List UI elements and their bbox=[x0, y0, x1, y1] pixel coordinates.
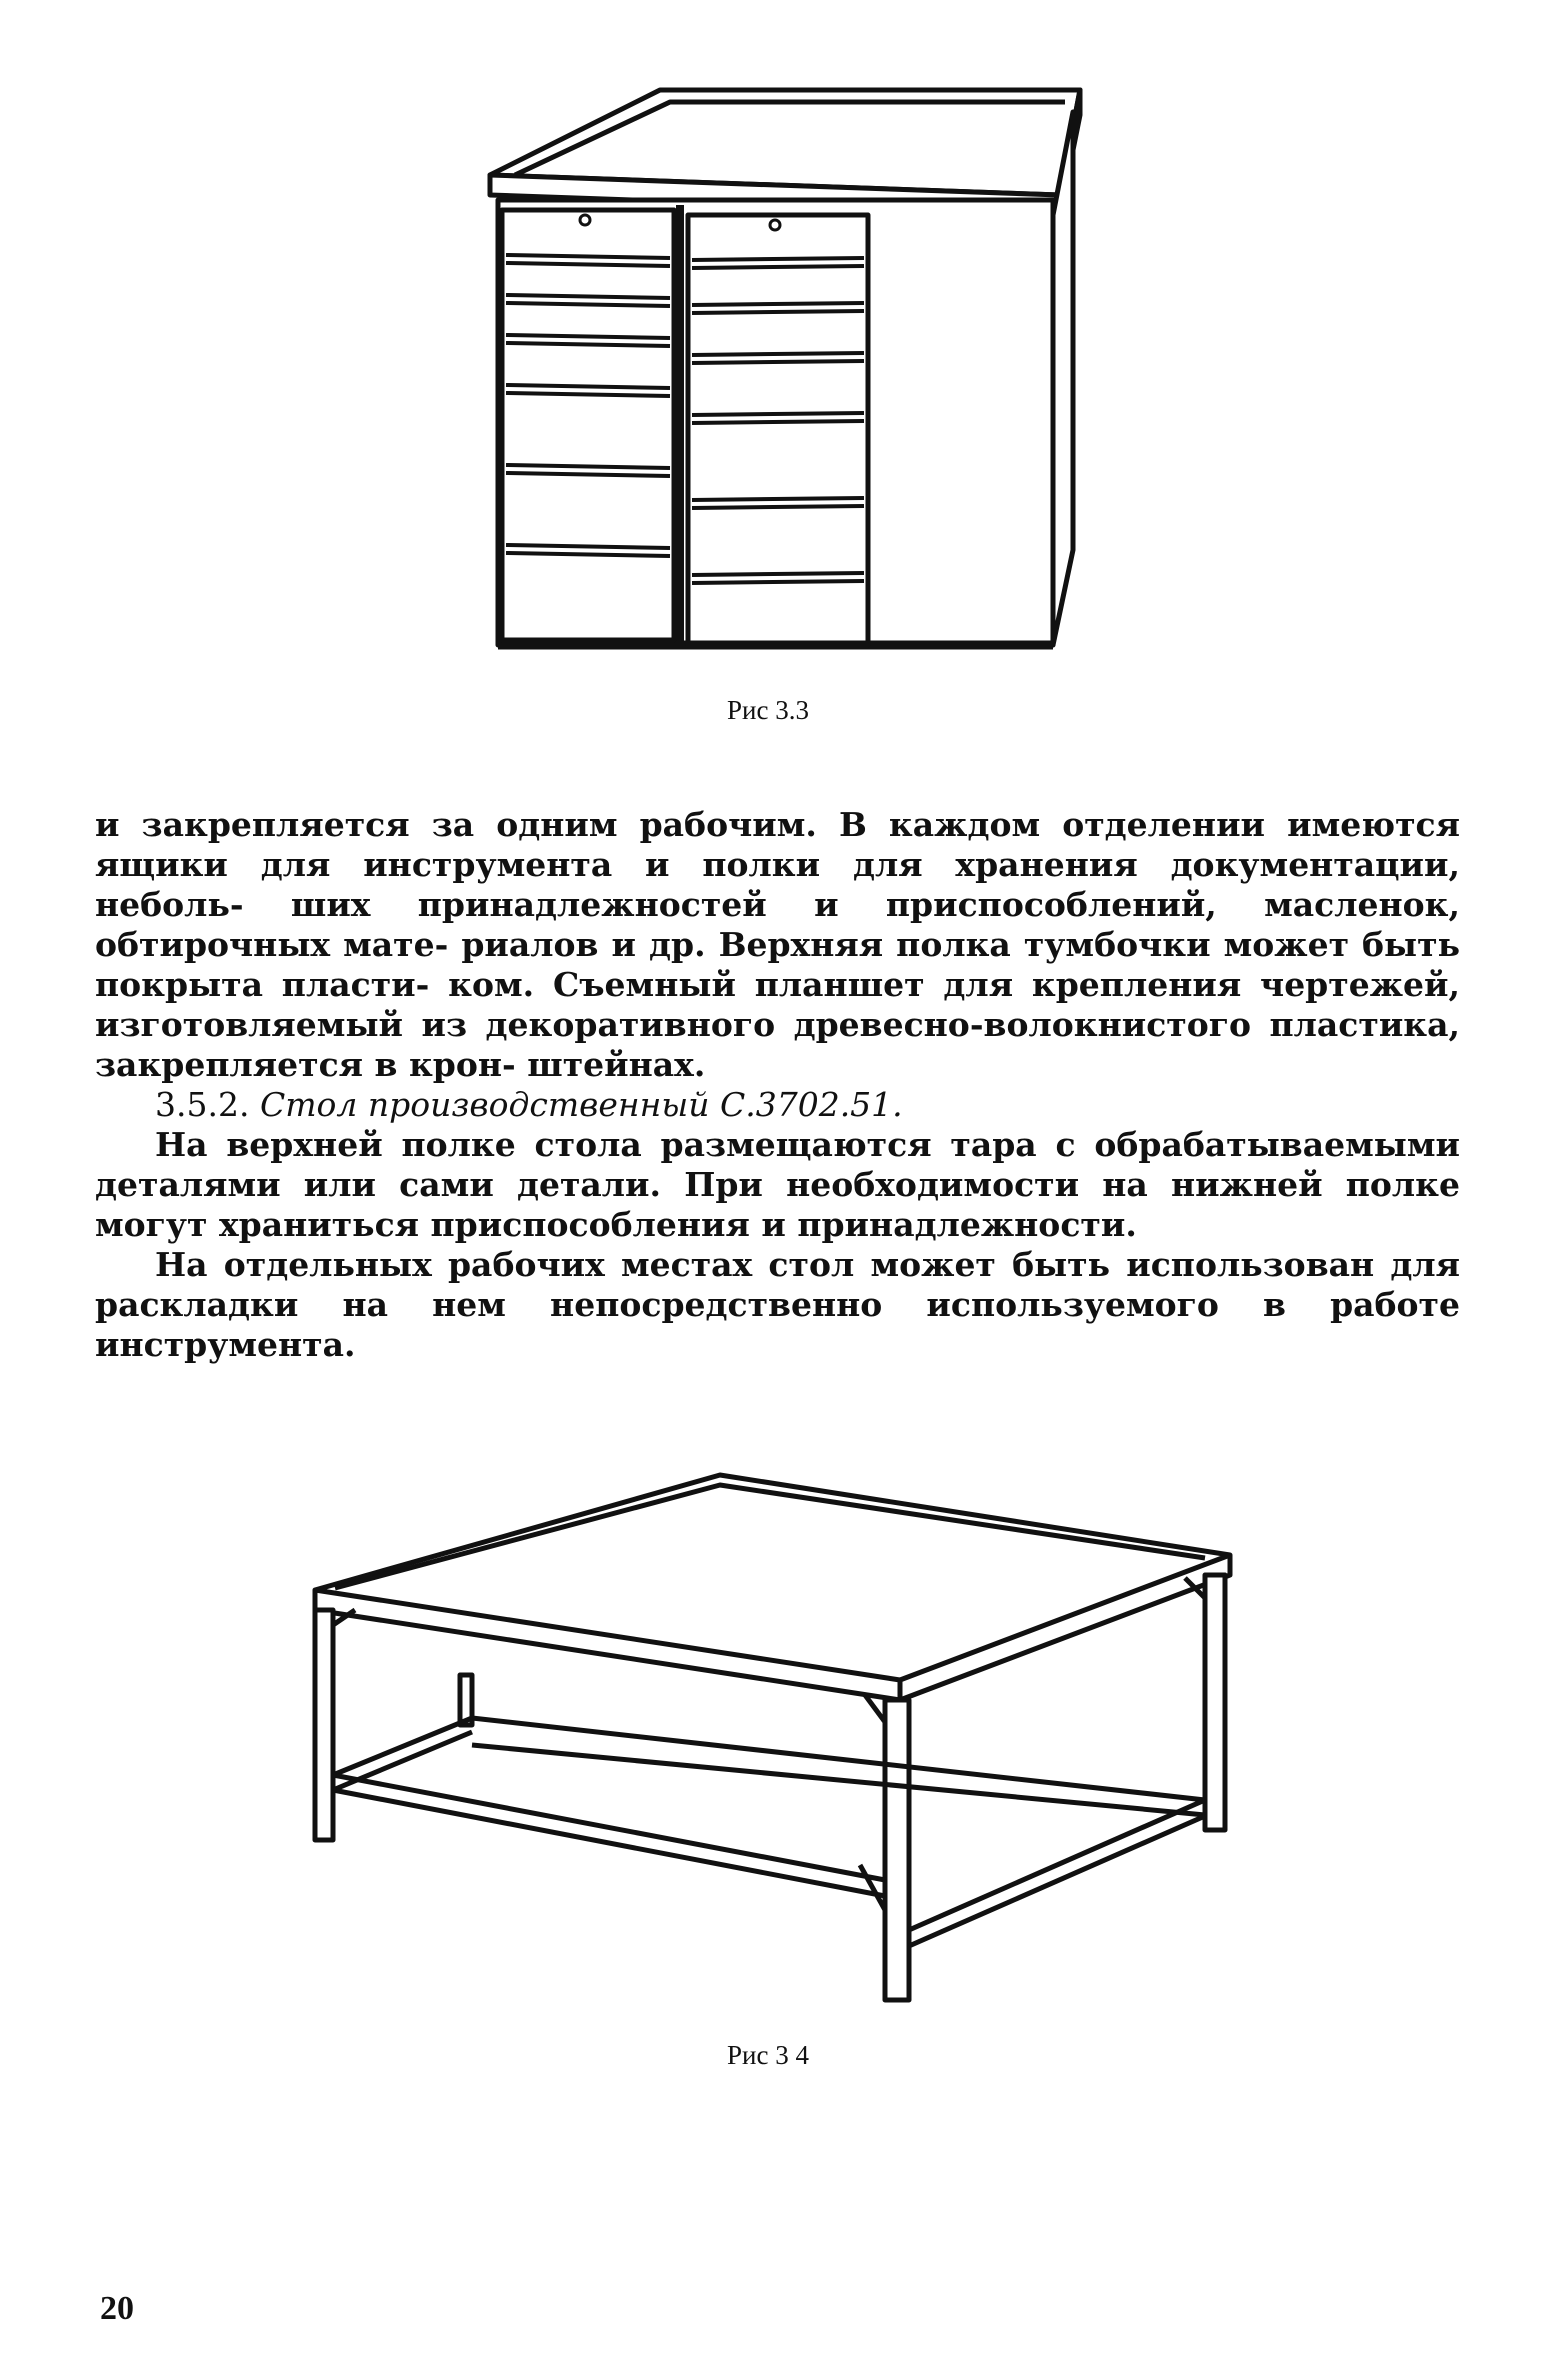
figure-cabinet bbox=[470, 80, 1090, 680]
figure-caption-3-3: Рис 3.3 bbox=[727, 695, 809, 725]
section-heading: 3.5.2. Стол производственный С.3702.51. bbox=[155, 1085, 903, 1124]
paragraph-1: и закрепляется за одним рабочим. В каждом отделении имеются ящики для инструмента и полки для хранения документации, неболь- ших принадлежностей и приспособлений, масленок, обтирочных мате- риалов и др. Верхняя полка тумбочки может быть покрыта пласти- ком. Съемный планшет для крепления чертежей, изготовляемый из декоративного древесно-волокнистого пластика, закрепляется в крон- штейнах. bbox=[95, 805, 1460, 1084]
paragraph-3: На отдельных рабочих местах стол может быть использован для раскладки на нем непосредственно используемого в работе инструмента. bbox=[95, 1245, 1460, 1364]
figure-table bbox=[300, 1460, 1260, 2020]
page-number: 20 bbox=[100, 2290, 134, 2327]
body-text bbox=[95, 805, 1460, 1365]
figure-caption-3-4: Рис 3 4 bbox=[727, 2040, 809, 2070]
paragraph-2: На верхней полке стола размещаются тара с обрабатываемыми деталями или сами детали. При необходимости на нижней полке могут храниться приспособления и принадлежности. bbox=[95, 1125, 1460, 1244]
